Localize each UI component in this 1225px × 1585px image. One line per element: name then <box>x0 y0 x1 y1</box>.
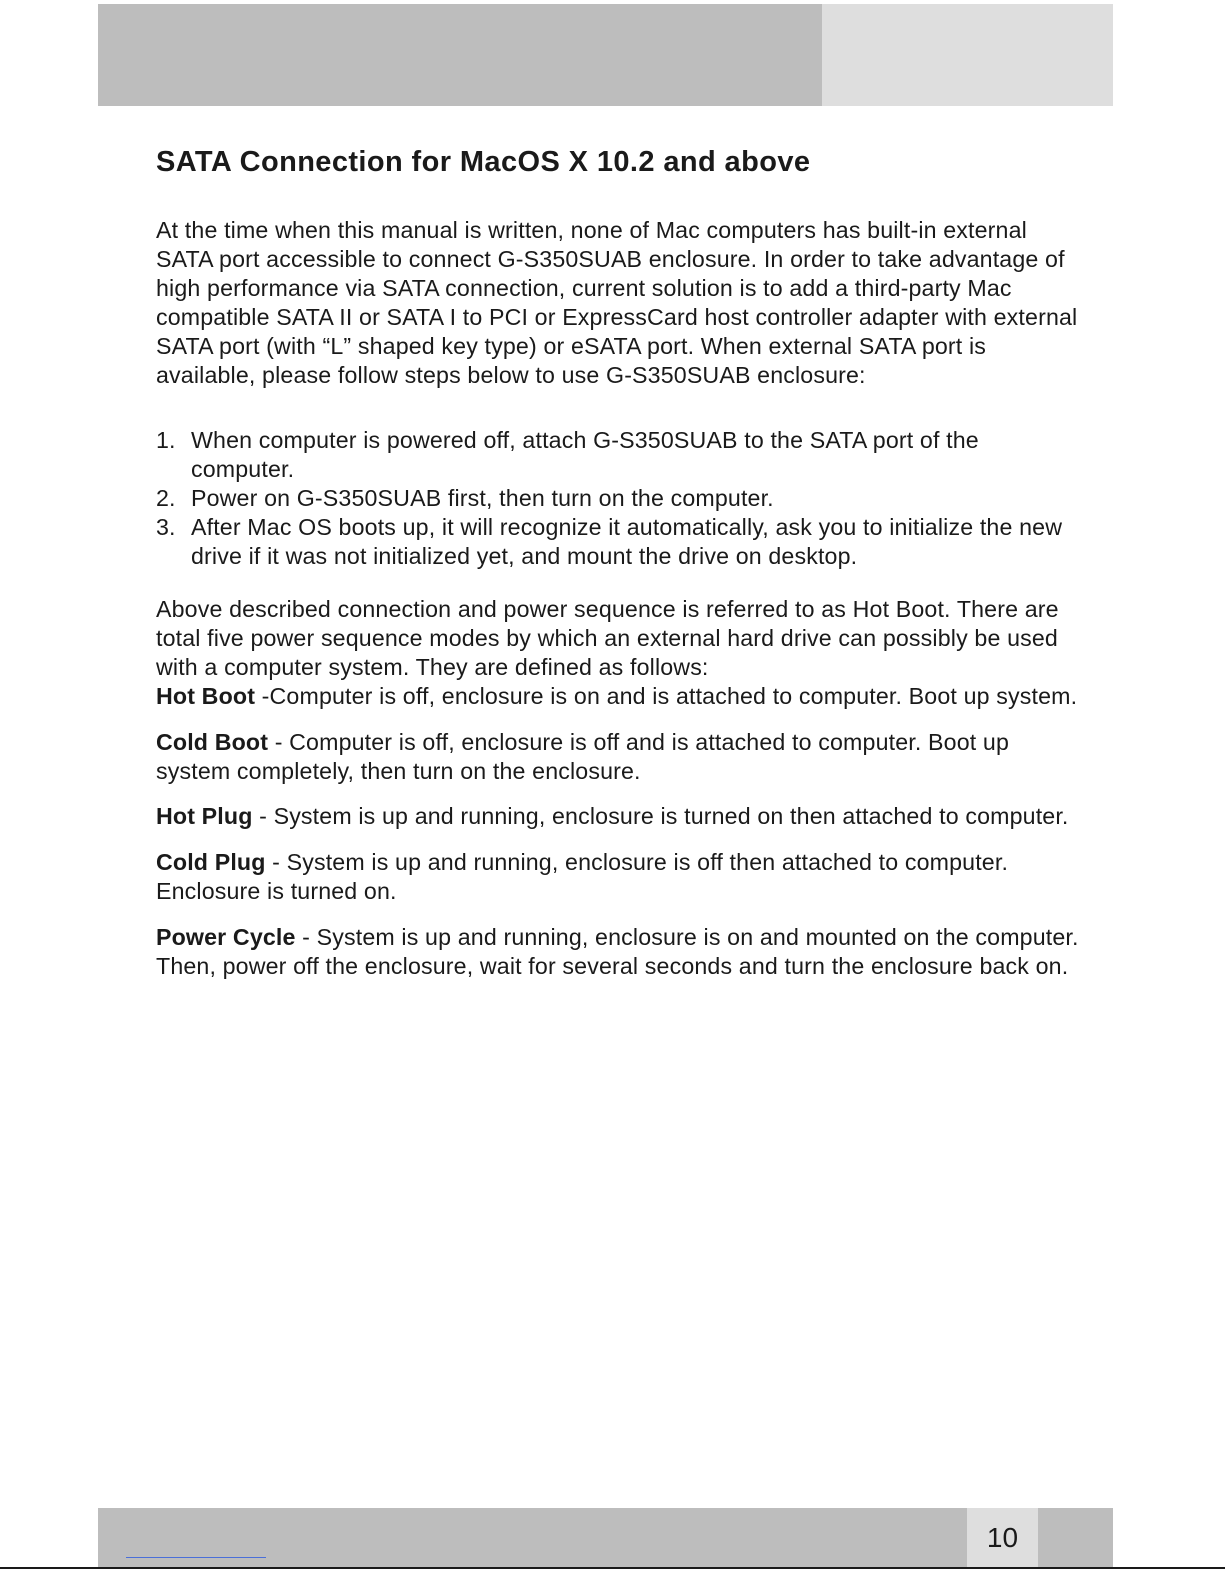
summary-paragraph: Above described connection and power sequence is referred to as Hot Boot. There are total five power sequence modes by which an external hard drive can possibly be used with a computer system. They are defined as follows: <box>156 595 1059 680</box>
header-banner-light <box>822 4 1113 106</box>
mode-term: Hot Boot <box>156 682 256 709</box>
mode-description: - System is up and running, enclosure is on and mounted on the computer. Then, power off the enclosure, wait for several seconds and turn the enclosure back on. <box>156 924 1079 980</box>
mode-hot-plug <box>156 802 1081 831</box>
mode-description: -Computer is off, enclosure is on and is attached to computer. Boot up system. <box>255 682 1078 709</box>
step-number: 2. <box>156 485 176 512</box>
footer-banner <box>98 1508 1113 1568</box>
mode-term: Power Cycle <box>156 924 296 951</box>
footer-link-underline[interactable] <box>126 1557 266 1558</box>
list-item <box>156 426 1081 484</box>
bottom-divider <box>0 1567 1225 1569</box>
mode-description: - System is up and running, enclosure is turned on then attached to computer. <box>252 803 1069 830</box>
mode-term: Cold Plug <box>156 849 266 876</box>
mode-description: - System is up and running, enclosure is off then attached to computer. Enclosure is turned on. <box>156 849 1009 905</box>
page-title: SATA Connection for MacOS X 10.2 and above <box>156 146 811 178</box>
header-banner <box>98 4 1113 106</box>
mode-cold-boot <box>156 728 1081 786</box>
page-number: 10 <box>967 1508 1038 1568</box>
intro-paragraph: At the time when this manual is written, none of Mac computers has built-in external SATA port accessible to connect G-S350SUAB enclosure. In order to take advantage of high performance via SATA connection, current solution is to add a third-party Mac compatible SATA II or SATA I to PCI or ExpressCard host controller adapter with external SATA port (with “L” shaped key type) or eSATA port. When external SATA port is available, please follow steps below to use G-S350SUAB enclosure: <box>156 217 1078 388</box>
mode-hot-boot <box>156 682 1081 711</box>
mode-term: Hot Plug <box>156 803 253 830</box>
header-banner-dark <box>98 4 822 106</box>
step-text: When computer is powered off, attach G-S350SUAB to the SATA port of the computer. <box>191 427 979 483</box>
list-item <box>156 513 1081 571</box>
step-number: 1. <box>156 427 176 454</box>
page-content <box>156 216 1081 998</box>
mode-power-cycle <box>156 923 1081 981</box>
step-text: After Mac OS boots up, it will recognize it automatically, ask you to initialize the new drive if it was not initialized yet, and mount the drive on desktop. <box>191 514 1063 570</box>
mode-cold-plug <box>156 848 1081 906</box>
mode-description: - Computer is off, enclosure is off and is attached to computer. Boot up system completely, then turn on the enclosure. <box>156 728 1010 784</box>
steps-list <box>156 426 1081 571</box>
mode-term: Cold Boot <box>156 728 269 755</box>
step-text: Power on G-S350SUAB first, then turn on the computer. <box>191 485 774 512</box>
step-number: 3. <box>156 514 176 541</box>
list-item <box>156 484 1081 513</box>
